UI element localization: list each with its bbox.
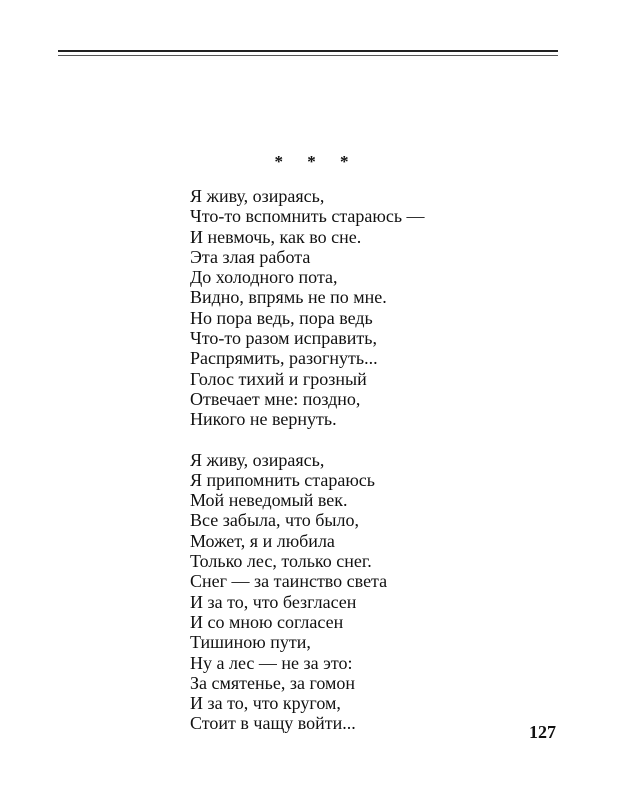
poem: [190, 186, 425, 734]
poem-line: Распрямить, разогнуть...: [190, 348, 378, 369]
poem-line: Я живу, озираясь,: [190, 449, 325, 470]
poem-line: Что-то разом исправить,: [190, 328, 377, 349]
poem-line: Эта злая работа: [190, 246, 311, 267]
poem-line: Тишиною пути,: [190, 632, 311, 653]
poem-line: Видно, впрямь не по мне.: [190, 287, 387, 308]
poem-line: Я припомнить стараюсь: [190, 469, 375, 490]
poem-line: Ну а лес — не за это:: [190, 652, 353, 673]
poem-line: За смятенье, за гомон: [190, 672, 356, 693]
poem-line: Снег — за таинство света: [190, 571, 388, 592]
poem-line: Мой неведомый век.: [190, 490, 348, 511]
poem-line: И за то, что безгласен: [190, 591, 357, 612]
poem-line: Что-то вспомнить стараюсь —: [190, 206, 425, 227]
page-number: 127: [529, 722, 556, 742]
poem-line: Я живу, озираясь,: [190, 186, 325, 206]
header-rule-thin: [58, 55, 558, 56]
poem-line: Отвечает мне: поздно,: [190, 388, 361, 409]
poem-line: До холодного пота,: [190, 267, 338, 288]
asterism: * * *: [274, 152, 359, 171]
stanza-2: [190, 450, 425, 734]
poem-line: Только лес, только снег.: [190, 551, 372, 572]
poem-line: Никого не вернуть.: [190, 409, 337, 430]
header-rule-thick: [58, 50, 558, 52]
poem-line: И за то, что кругом,: [190, 693, 341, 714]
poem-line: Может, я и любила: [190, 530, 335, 551]
poem-line: Все забыла, что было,: [190, 510, 359, 531]
stanza-1: [190, 186, 425, 430]
poem-line: Стоит в чащу войти...: [190, 713, 356, 734]
poem-line: Но пора ведь, пора ведь: [190, 307, 373, 328]
poem-line: И со мною согласен: [190, 611, 344, 632]
poem-line: Голос тихий и грозный: [190, 368, 367, 389]
poem-line: И невмочь, как во сне.: [190, 226, 362, 247]
